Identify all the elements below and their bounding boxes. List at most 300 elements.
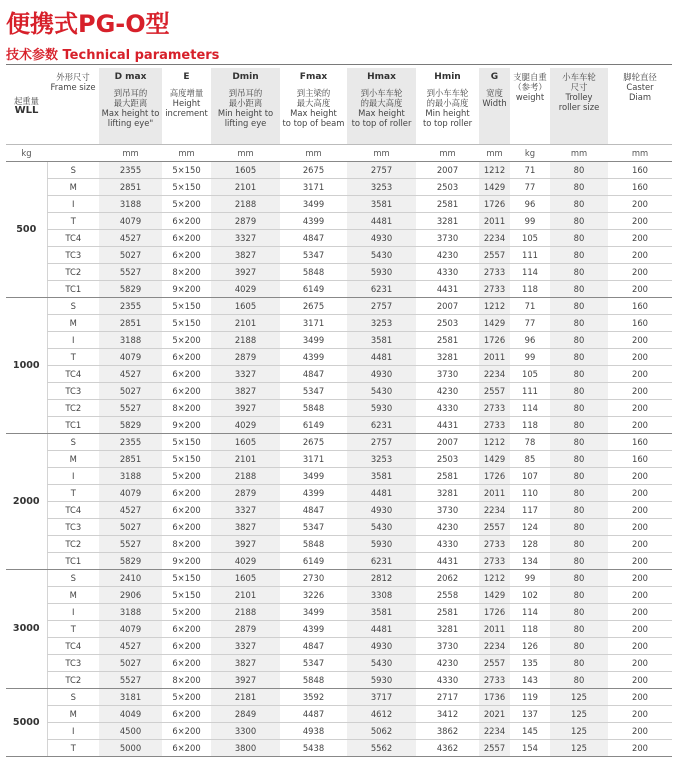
table-cell: 3188	[99, 604, 162, 621]
column-header-line: roller size	[558, 102, 600, 112]
table-cell: 4847	[280, 502, 347, 519]
table-cell: 124	[510, 519, 550, 536]
table-row	[6, 723, 672, 740]
column-symbol: Fmax	[299, 72, 328, 82]
table-cell: TC3	[47, 383, 99, 400]
table-cell: 4079	[99, 349, 162, 366]
column-header-line: weight	[515, 92, 545, 102]
table-row	[6, 281, 672, 298]
table-cell: 3927	[211, 400, 280, 417]
table-cell: 200	[608, 383, 672, 400]
table-cell: 80	[550, 468, 608, 485]
column-header-line: WLL	[14, 105, 39, 116]
table-cell: 4847	[280, 230, 347, 247]
table-cell: 2188	[211, 604, 280, 621]
load-capacity-cell: 2000	[6, 434, 47, 570]
table-cell: 5347	[280, 383, 347, 400]
table-cell: 4481	[347, 213, 416, 230]
table-cell: 5062	[347, 723, 416, 740]
table-cell: 200	[608, 417, 672, 434]
table-cell: 3927	[211, 536, 280, 553]
table-row	[6, 519, 672, 536]
table-cell: 1429	[479, 587, 510, 604]
table-cell: T	[47, 349, 99, 366]
table-cell: 114	[510, 264, 550, 281]
table-cell: 77	[510, 179, 550, 196]
table-cell: 114	[510, 400, 550, 417]
table-cell: 9×200	[162, 417, 211, 434]
table-cell: 6×200	[162, 213, 211, 230]
column-header-line: （参考）	[513, 82, 547, 92]
table-cell: 80	[550, 298, 608, 315]
table-cell: 3181	[99, 689, 162, 706]
table-cell: 80	[550, 621, 608, 638]
table-cell: 80	[550, 638, 608, 655]
table-cell: 2062	[416, 570, 479, 587]
table-cell: I	[47, 468, 99, 485]
table-row	[6, 502, 672, 519]
table-cell: 96	[510, 196, 550, 213]
table-cell: 5347	[280, 655, 347, 672]
table-cell: 2879	[211, 213, 280, 230]
table-cell: 4527	[99, 230, 162, 247]
table-cell: 200	[608, 400, 672, 417]
table-cell: 4527	[99, 502, 162, 519]
table-cell: 2101	[211, 315, 280, 332]
unit-cell: kg	[510, 145, 550, 162]
table-cell: 2557	[479, 383, 510, 400]
table-cell: 4079	[99, 213, 162, 230]
load-capacity-cell: 3000	[6, 570, 47, 689]
table-cell: 3188	[99, 196, 162, 213]
table-cell: 1605	[211, 298, 280, 315]
table-cell: 4330	[416, 536, 479, 553]
table-cell: 200	[608, 740, 672, 757]
table-cell: 5430	[347, 247, 416, 264]
table-cell: 200	[608, 230, 672, 247]
table-row	[6, 179, 672, 196]
table-cell: 4079	[99, 621, 162, 638]
table-cell: 3281	[416, 621, 479, 638]
table-cell: 6231	[347, 553, 416, 570]
table-cell: 2188	[211, 468, 280, 485]
table-cell: 5027	[99, 519, 162, 536]
column-header-line: 起重量	[13, 96, 40, 106]
table-cell: 71	[510, 162, 550, 179]
table-cell: 1605	[211, 162, 280, 179]
table-cell: M	[47, 315, 99, 332]
table-cell: 4029	[211, 553, 280, 570]
table-cell: 5848	[280, 400, 347, 417]
table-cell: 5527	[99, 400, 162, 417]
table-cell: 1429	[479, 315, 510, 332]
table-row	[6, 213, 672, 230]
table-cell: TC4	[47, 638, 99, 655]
page-title: 便携式PG-O型	[6, 10, 170, 38]
table-cell: 125	[550, 706, 608, 723]
table-cell: 2851	[99, 315, 162, 332]
column-header-line: 到吊耳的	[113, 88, 148, 98]
table-cell: 2733	[479, 553, 510, 570]
table-row	[6, 264, 672, 281]
column-header-5	[280, 68, 347, 145]
table-cell: 200	[608, 247, 672, 264]
column-header-line: 到小车车轮	[360, 88, 403, 98]
column-symbol: D max	[114, 72, 147, 82]
table-cell: 5×200	[162, 196, 211, 213]
table-cell: M	[47, 706, 99, 723]
table-cell: 6×200	[162, 655, 211, 672]
table-cell: 1726	[479, 196, 510, 213]
table-cell: 80	[550, 383, 608, 400]
table-cell: 2675	[280, 162, 347, 179]
table-cell: 3730	[416, 230, 479, 247]
table-cell: 3827	[211, 383, 280, 400]
table-cell: 3581	[347, 332, 416, 349]
table-cell: 4362	[416, 740, 479, 757]
column-header-11	[608, 68, 672, 145]
table-cell: 4527	[99, 366, 162, 383]
column-symbol: Hmin	[434, 72, 461, 82]
table-cell: 5430	[347, 655, 416, 672]
table-cell: 5×150	[162, 315, 211, 332]
table-cell: 3827	[211, 655, 280, 672]
table-cell: 119	[510, 689, 550, 706]
table-cell: 2503	[416, 451, 479, 468]
table-cell: 200	[608, 621, 672, 638]
table-cell: TC4	[47, 230, 99, 247]
table-cell: T	[47, 740, 99, 757]
table-cell: 5848	[280, 672, 347, 689]
column-symbol: Dmin	[232, 72, 259, 82]
table-cell: 111	[510, 383, 550, 400]
table-cell: 2011	[479, 621, 510, 638]
table-cell: 2021	[479, 706, 510, 723]
table-cell: 5×200	[162, 604, 211, 621]
table-cell: 6×200	[162, 502, 211, 519]
unit-cell: mm	[280, 145, 347, 162]
table-cell: 6149	[280, 553, 347, 570]
table-cell: 111	[510, 247, 550, 264]
table-row	[6, 162, 672, 179]
table-row	[6, 196, 672, 213]
table-cell: 96	[510, 332, 550, 349]
table-cell: 2355	[99, 434, 162, 451]
table-cell: S	[47, 434, 99, 451]
table-cell: 80	[550, 570, 608, 587]
table-cell: 3862	[416, 723, 479, 740]
table-cell: 5×150	[162, 570, 211, 587]
table-row	[6, 332, 672, 349]
table-cell: 99	[510, 349, 550, 366]
table-cell: 80	[550, 655, 608, 672]
table-cell: 200	[608, 502, 672, 519]
table-cell: 3327	[211, 638, 280, 655]
table-cell: 200	[608, 485, 672, 502]
column-header-10	[550, 68, 608, 145]
table-cell: 2675	[280, 298, 347, 315]
column-header-line: 到主梁的	[296, 88, 331, 98]
table-cell: 1726	[479, 604, 510, 621]
table-cell: 80	[550, 400, 608, 417]
column-header-line: Min height to	[217, 108, 274, 118]
table-cell: 8×200	[162, 400, 211, 417]
column-header-line: 最小距离	[228, 98, 263, 108]
table-cell: 3253	[347, 315, 416, 332]
table-cell: 200	[608, 468, 672, 485]
table-cell: 2812	[347, 570, 416, 587]
table-cell: 80	[550, 536, 608, 553]
table-cell: 118	[510, 417, 550, 434]
column-header-line: 最大高度	[296, 98, 331, 108]
table-cell: 4330	[416, 264, 479, 281]
unit-cell: mm	[479, 145, 510, 162]
unit-cell: mm	[608, 145, 672, 162]
table-cell: 2581	[416, 196, 479, 213]
table-cell: 4230	[416, 655, 479, 672]
table-cell: 99	[510, 570, 550, 587]
table-cell: 2581	[416, 332, 479, 349]
table-cell: 5347	[280, 519, 347, 536]
table-cell: 2557	[479, 519, 510, 536]
table-cell: 107	[510, 468, 550, 485]
table-cell: 2851	[99, 451, 162, 468]
section-subtitle: 技术参数 Technical parameters	[6, 48, 220, 63]
table-cell: 2675	[280, 434, 347, 451]
column-header-7	[416, 68, 479, 145]
table-cell: 4527	[99, 638, 162, 655]
table-cell: 200	[608, 604, 672, 621]
column-header-4	[211, 68, 280, 145]
table-cell: 114	[510, 604, 550, 621]
table-cell: 5848	[280, 264, 347, 281]
table-cell: 85	[510, 451, 550, 468]
table-cell: 4230	[416, 519, 479, 536]
table-cell: 2733	[479, 264, 510, 281]
table-cell: TC3	[47, 655, 99, 672]
column-header-line: 支腿自重	[513, 72, 547, 82]
load-capacity-cell: 1000	[6, 298, 47, 434]
column-header-line: 外形尺寸	[56, 72, 90, 82]
table-body	[6, 162, 672, 757]
column-header-line: 到吊耳的	[228, 88, 263, 98]
table-cell: 4930	[347, 230, 416, 247]
table-row	[6, 434, 672, 451]
table-cell: 145	[510, 723, 550, 740]
table-cell: 80	[550, 315, 608, 332]
table-cell: 2188	[211, 332, 280, 349]
table-row	[6, 621, 672, 638]
table-cell: 5000	[99, 740, 162, 757]
table-cell: 4431	[416, 281, 479, 298]
table-cell: 5527	[99, 264, 162, 281]
table-cell: 2733	[479, 417, 510, 434]
table-cell: 1429	[479, 451, 510, 468]
table-row	[6, 672, 672, 689]
table-row	[6, 485, 672, 502]
table-cell: 2503	[416, 179, 479, 196]
table-cell: 5930	[347, 672, 416, 689]
table-cell: 4847	[280, 366, 347, 383]
table-cell: 80	[550, 230, 608, 247]
column-header-line: Width	[482, 98, 507, 108]
table-cell: 4399	[280, 485, 347, 502]
table-cell: 135	[510, 655, 550, 672]
table-cell: 1605	[211, 570, 280, 587]
table-cell: 3171	[280, 179, 347, 196]
table-cell: 4481	[347, 621, 416, 638]
table-cell: 110	[510, 485, 550, 502]
table-cell: 2234	[479, 230, 510, 247]
table-cell: 2717	[416, 689, 479, 706]
table-cell: 80	[550, 281, 608, 298]
table-cell: 80	[550, 553, 608, 570]
table-cell: 143	[510, 672, 550, 689]
table-cell: 3327	[211, 366, 280, 383]
table-cell: 2557	[479, 247, 510, 264]
table-cell: 2757	[347, 434, 416, 451]
table-cell: 5527	[99, 536, 162, 553]
table-cell: 6×200	[162, 247, 211, 264]
header-row	[6, 68, 672, 145]
table-cell: 4330	[416, 400, 479, 417]
table-cell: 3499	[280, 196, 347, 213]
column-header-line: lifting eye	[224, 118, 267, 128]
column-header-0	[6, 68, 47, 145]
table-cell: 5×150	[162, 587, 211, 604]
unit-cell: mm	[550, 145, 608, 162]
table-row	[6, 366, 672, 383]
column-header-8	[479, 68, 510, 145]
table-cell: 3800	[211, 740, 280, 757]
table-cell: 3188	[99, 332, 162, 349]
table-cell: 5027	[99, 655, 162, 672]
column-symbol: E	[183, 72, 190, 82]
column-header-line: Diam	[628, 92, 652, 102]
table-row	[6, 298, 672, 315]
table-cell: 1212	[479, 298, 510, 315]
table-cell: 80	[550, 247, 608, 264]
table-cell: 3253	[347, 451, 416, 468]
table-cell: 5347	[280, 247, 347, 264]
table-cell: 80	[550, 196, 608, 213]
column-header-line: to top roller	[422, 118, 473, 128]
column-header-line: Frame size	[50, 82, 96, 92]
table-cell: 200	[608, 519, 672, 536]
table-cell: 3281	[416, 349, 479, 366]
table-cell: 1212	[479, 162, 510, 179]
table-cell: TC1	[47, 417, 99, 434]
table-cell: 1726	[479, 468, 510, 485]
table-cell: 4481	[347, 349, 416, 366]
table-cell: 3827	[211, 247, 280, 264]
table-cell: 3499	[280, 332, 347, 349]
table-cell: T	[47, 621, 99, 638]
column-header-line: Height	[172, 98, 201, 108]
table-cell: 2557	[479, 655, 510, 672]
table-cell: 3581	[347, 604, 416, 621]
unit-cell: mm	[211, 145, 280, 162]
table-cell: TC4	[47, 502, 99, 519]
table-cell: TC4	[47, 366, 99, 383]
table-cell: 2101	[211, 587, 280, 604]
table-cell: 3327	[211, 502, 280, 519]
table-cell: 6×200	[162, 638, 211, 655]
unit-cell: kg	[6, 145, 47, 162]
table-cell: I	[47, 196, 99, 213]
table-cell: 6231	[347, 417, 416, 434]
title-divider	[6, 64, 672, 65]
table-cell: 4230	[416, 383, 479, 400]
table-cell: 126	[510, 638, 550, 655]
table-cell: 3188	[99, 468, 162, 485]
table-cell: 2234	[479, 366, 510, 383]
table-cell: 125	[550, 689, 608, 706]
table-cell: 3412	[416, 706, 479, 723]
table-cell: 8×200	[162, 264, 211, 281]
table-cell: TC2	[47, 400, 99, 417]
table-cell: 2733	[479, 672, 510, 689]
table-row	[6, 553, 672, 570]
unit-cell: mm	[162, 145, 211, 162]
table-cell: 5562	[347, 740, 416, 757]
table-cell: S	[47, 689, 99, 706]
table-cell: 5027	[99, 383, 162, 400]
table-row	[6, 689, 672, 706]
load-capacity-cell: 5000	[6, 689, 47, 757]
table-cell: 3300	[211, 723, 280, 740]
table-cell: 6×200	[162, 230, 211, 247]
table-cell: 4431	[416, 553, 479, 570]
table-cell: 5×150	[162, 434, 211, 451]
table-cell: 200	[608, 723, 672, 740]
column-header-line: lifting eye"	[107, 118, 154, 128]
table-cell: 4029	[211, 417, 280, 434]
table-cell: M	[47, 587, 99, 604]
table-row	[6, 417, 672, 434]
table-cell: 3327	[211, 230, 280, 247]
table-cell: 3281	[416, 213, 479, 230]
table-cell: 6×200	[162, 383, 211, 400]
table-cell: 5829	[99, 553, 162, 570]
table-cell: 2849	[211, 706, 280, 723]
table-cell: 80	[550, 451, 608, 468]
table-cell: 128	[510, 536, 550, 553]
table-cell: 200	[608, 264, 672, 281]
table-cell: 80	[550, 213, 608, 230]
table-cell: 105	[510, 366, 550, 383]
table-cell: 80	[550, 417, 608, 434]
table-cell: 160	[608, 434, 672, 451]
column-header-line: 的最小高度	[426, 98, 469, 108]
table-cell: I	[47, 332, 99, 349]
table-cell: 6×200	[162, 723, 211, 740]
table-cell: 6149	[280, 417, 347, 434]
column-header-line: 最大距离	[113, 98, 148, 108]
table-cell: 4230	[416, 247, 479, 264]
table-cell: 4029	[211, 281, 280, 298]
table-cell: T	[47, 213, 99, 230]
table-row	[6, 400, 672, 417]
table-cell: 200	[608, 349, 672, 366]
table-cell: 137	[510, 706, 550, 723]
table-cell: M	[47, 179, 99, 196]
table-cell: 5930	[347, 264, 416, 281]
table-cell: TC2	[47, 672, 99, 689]
table-cell: 6×200	[162, 349, 211, 366]
table-cell: 125	[550, 723, 608, 740]
table-cell: 2234	[479, 723, 510, 740]
